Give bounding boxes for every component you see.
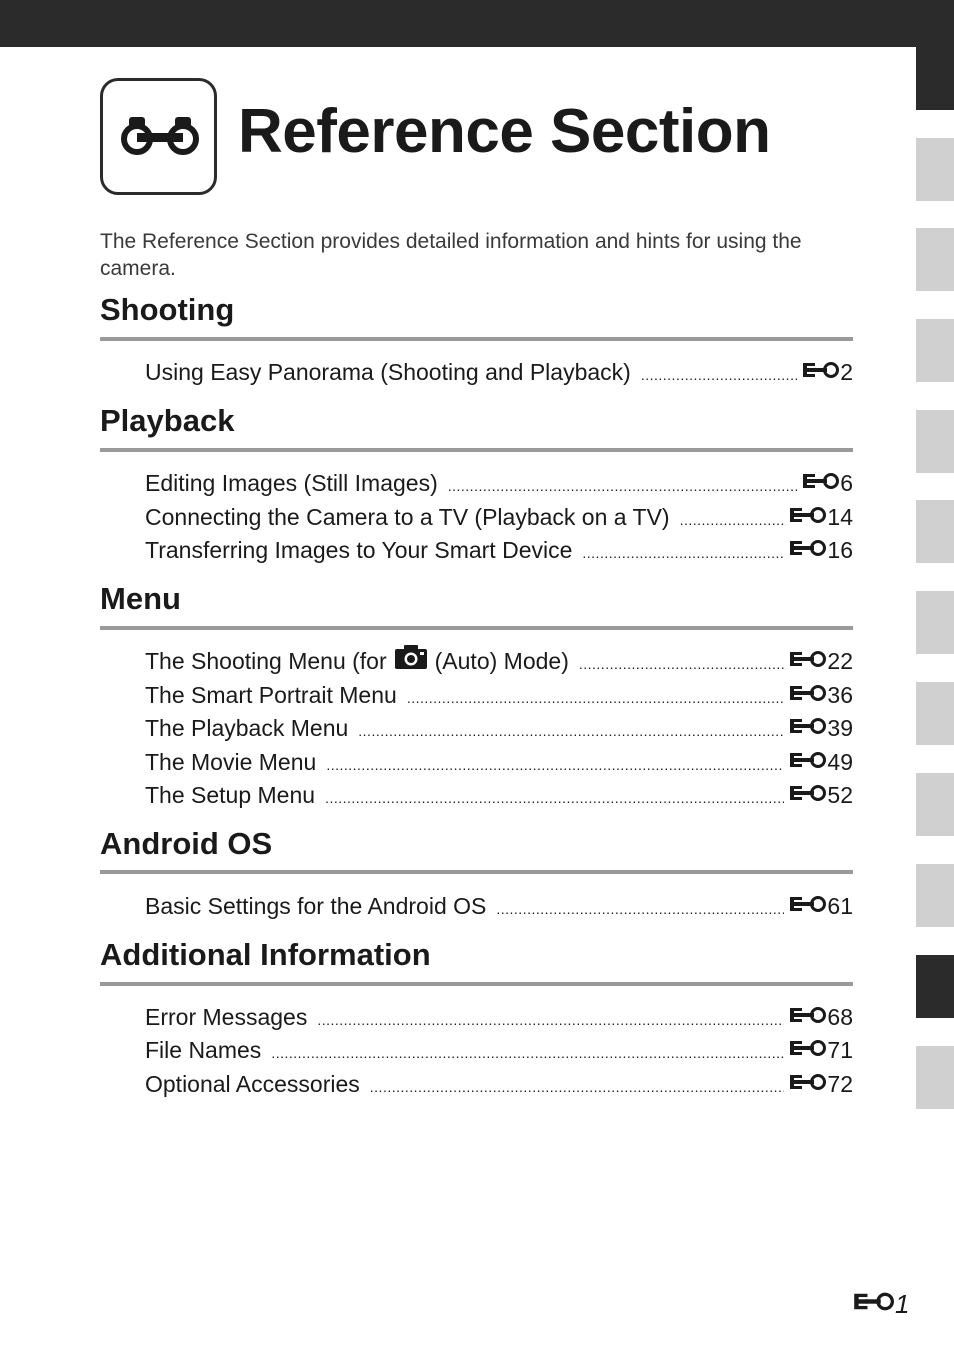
leader-dots [680, 503, 785, 537]
toc-entry-page: 22 [827, 648, 853, 674]
side-tab-12[interactable] [916, 1046, 954, 1109]
leader-dots [358, 714, 784, 748]
toc-entry-page: 68 [827, 1004, 853, 1030]
toc-entry-page: 49 [827, 749, 853, 775]
toc-entry-title: Transferring Images to Your Smart Device [145, 537, 573, 563]
section-rule [100, 337, 853, 341]
binoculars-icon [100, 78, 217, 195]
toc-entry-page: 36 [827, 682, 853, 708]
toc-entry[interactable] [145, 355, 853, 389]
toc-entry-title: Optional Accessories [145, 1071, 360, 1097]
side-tab-8[interactable] [916, 682, 954, 745]
toc-entry-title [145, 644, 569, 678]
e-reference-icon [788, 1072, 826, 1092]
e-reference-icon [788, 750, 826, 770]
toc-entry[interactable] [145, 889, 853, 923]
leader-dots [325, 781, 784, 815]
toc-entry-page: 6 [840, 470, 853, 496]
toc-entry-title: Connecting the Camera to a TV (Playback on a TV) [145, 504, 670, 530]
toc-entry[interactable] [145, 500, 853, 534]
section-heading-additional-information: Additional Information [100, 937, 431, 972]
side-tab-6[interactable] [916, 500, 954, 563]
side-tab-2[interactable] [916, 138, 954, 201]
toc-entry[interactable] [145, 778, 853, 812]
side-tab-1[interactable] [916, 47, 954, 110]
intro-paragraph: The Reference Section provides detailed information and hints for using the camera. [100, 230, 802, 280]
toc-entry-title: Error Messages [145, 1004, 308, 1030]
toc-entry-page: 2 [840, 359, 853, 385]
leader-dots [271, 1036, 784, 1070]
leader-dots [370, 1070, 785, 1104]
toc-entry[interactable] [145, 1067, 853, 1101]
e-reference-icon [788, 505, 826, 525]
e-reference-icon [852, 1290, 894, 1313]
e-reference-icon [788, 894, 826, 914]
toc-entry-title: Using Easy Panorama (Shooting and Playback) [145, 359, 631, 385]
camera-icon [395, 644, 427, 668]
e-reference-icon [801, 471, 839, 491]
toc-entry-page: 72 [827, 1071, 853, 1097]
section-heading-menu: Menu [100, 581, 181, 616]
e-reference-icon [788, 716, 826, 736]
side-tab-10[interactable] [916, 864, 954, 927]
side-tab-9[interactable] [916, 773, 954, 836]
side-tab-3[interactable] [916, 228, 954, 291]
toc-entry-title: The Setup Menu [145, 782, 316, 808]
toc-entry[interactable] [145, 533, 853, 567]
leader-dots [496, 892, 784, 926]
toc-entry[interactable] [145, 1000, 853, 1034]
top-header-bar [0, 0, 954, 47]
toc-entry-title: Editing Images (Still Images) [145, 470, 438, 496]
section-heading-android-os: Android OS [100, 826, 273, 861]
section-rule [100, 448, 853, 452]
toc-entry[interactable] [145, 644, 853, 678]
e-reference-icon [788, 538, 826, 558]
toc-entry-title: The Movie Menu [145, 749, 317, 775]
toc-entry-page: 61 [827, 893, 853, 919]
toc-entry-title-part: (Auto) Mode) [434, 648, 569, 674]
section-heading-shooting: Shooting [100, 292, 235, 327]
side-tab-11-active[interactable] [916, 955, 954, 1018]
side-tab-5[interactable] [916, 410, 954, 473]
leader-dots [641, 358, 797, 392]
toc-entry-title-part: The Shooting Menu (for [145, 648, 387, 674]
section-rule [100, 982, 853, 986]
page-number-value: 1 [895, 1289, 910, 1319]
leader-dots [317, 1003, 784, 1037]
toc-entry-page: 14 [827, 504, 853, 530]
toc-entry-page: 39 [827, 715, 853, 741]
toc-entry[interactable] [145, 466, 853, 500]
toc-entry[interactable] [145, 745, 853, 779]
e-reference-icon [788, 783, 826, 803]
toc-entry-page: 71 [827, 1037, 853, 1063]
side-tab-4[interactable] [916, 319, 954, 382]
leader-dots [407, 681, 785, 715]
section-heading-playback: Playback [100, 403, 235, 438]
toc-entry-title: The Smart Portrait Menu [145, 682, 397, 708]
leader-dots [579, 647, 785, 681]
e-reference-icon [788, 1038, 826, 1058]
section-rule [100, 870, 853, 874]
page-number [852, 1289, 909, 1320]
page-title: Reference Section [238, 97, 771, 166]
leader-dots [448, 469, 797, 503]
toc-entry-page: 52 [827, 782, 853, 808]
section-rule [100, 626, 853, 630]
toc-entry[interactable] [145, 711, 853, 745]
e-reference-icon [788, 649, 826, 669]
e-reference-icon [788, 1005, 826, 1025]
toc-entry[interactable] [145, 678, 853, 712]
side-tab-7[interactable] [916, 591, 954, 654]
leader-dots [326, 748, 784, 782]
leader-dots [582, 536, 784, 570]
toc-entry-title: The Playback Menu [145, 715, 349, 741]
toc-entry-page: 16 [827, 537, 853, 563]
e-reference-icon [801, 360, 839, 380]
toc-entry[interactable] [145, 1033, 853, 1067]
toc-entry-title: Basic Settings for the Android OS [145, 893, 487, 919]
toc-entry-title: File Names [145, 1037, 262, 1063]
e-reference-icon [788, 683, 826, 703]
